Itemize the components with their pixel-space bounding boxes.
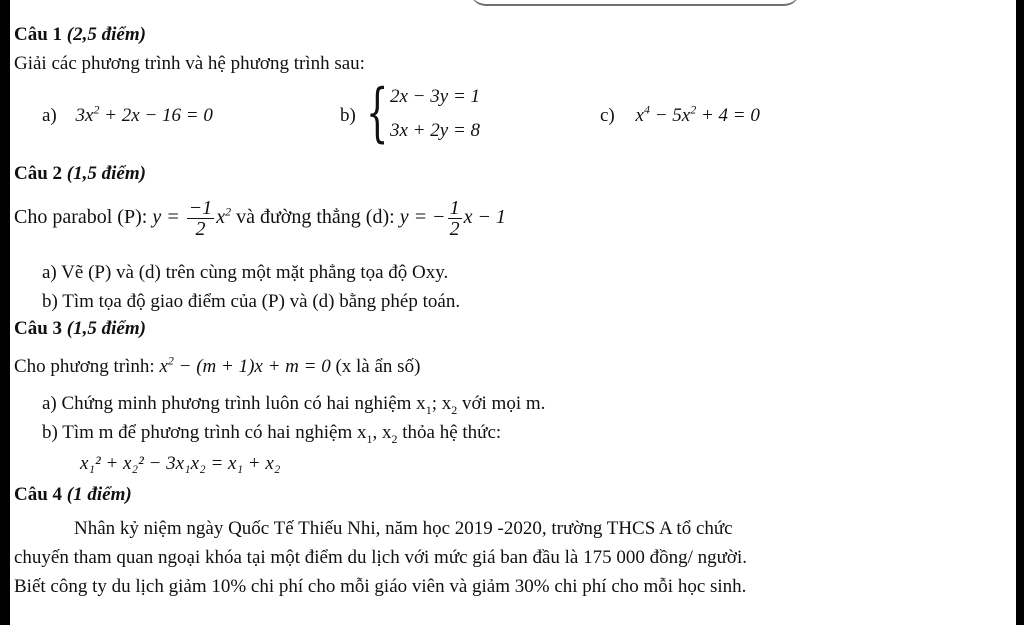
left-border [0,0,10,625]
q1-a-label: a) [42,105,57,126]
q2-intro [14,198,506,239]
q4-points: (1 điểm) [66,484,132,505]
q3-relation: x₁² + x₂² − 3x₁x₂ = x₁ + x₂ [80,453,281,474]
q4-title: Câu 4 [14,484,63,505]
q4-paragraph-line-2: chuyến tham quan ngoại khóa tại một điểm du lịch với mức giá ban đầu là 175 000 đồng/ người. [14,547,747,568]
q2-title: Câu 2 [14,163,63,184]
q1-a [42,102,213,127]
q3-intro-pre: Cho phương trình: [14,356,160,377]
right-border [1016,0,1024,625]
cropped-top-fragment [470,0,800,6]
system-brace: { [366,76,389,150]
q2-intro-pre: Cho parabol (P): [14,206,153,229]
q1-intro: Giải các phương trình và hệ phương trình sau: [14,53,365,74]
q1-b-eq2: 3x + 2y = 8 [390,120,481,141]
q2-b: b) Tìm tọa độ giao điểm của (P) và (d) bằng phép toán. [42,291,461,312]
q1-points: (2,5 điểm) [66,24,146,45]
q1-c [600,102,760,127]
q1-title: Câu 1 [14,24,63,45]
q1-heading [14,24,146,46]
q3-title: Câu 3 [14,318,63,339]
q1-b-eq1: 2x − 3y = 1 [390,86,481,107]
q1-a-equation: $3x^2 + 2x - 16 = 0$ [75,102,213,126]
q1-c-label: c) [600,105,615,126]
q1-b-label: b) [340,105,356,126]
q4-heading [14,484,132,506]
q3-points: (1,5 điểm) [66,318,146,339]
q3-b: b) Tìm m để phương trình có hai nghiệm $x_1$, $x_2$ thỏa hệ thức: [42,422,502,446]
q3-equation: $x^2 - (m + 1)x + m = 0$ [159,353,331,377]
q4-paragraph-line-3: Biết công ty du lịch giảm 10% chi phí cho mỗi giáo viên và giảm 30% chi phí cho mỗi học sinh. [14,576,747,597]
q1-c-equation: $x^4 - 5x^2 + 4 = 0$ [635,102,760,126]
q2-intro-mid: và đường thẳng (d): [236,206,400,229]
parabol-equation: y = $\frac{-1}{2}$ $x^2$ [152,197,232,240]
q2-a: a) Vẽ (P) và (d) trên cùng một mặt phẳng tọa độ Oxy. [42,262,449,283]
line-equation: y = − $\frac{1}{2}$ x − 1 [399,197,506,240]
q3-heading [14,318,146,340]
q2-points: (1,5 điểm) [66,163,146,184]
q2-heading [14,163,146,185]
q4-paragraph-line-1: Nhân kỷ niệm ngày Quốc Tế Thiếu Nhi, năm học 2019 -2020, trường THCS A tổ chức [74,518,733,539]
q3-intro-post: (x là ẩn số) [335,356,421,377]
q3-intro [14,353,421,378]
q3-a: a) Chứng minh phương trình luôn có hai nghiệm $x_1$; $x_2$ với mọi m. [42,393,546,417]
